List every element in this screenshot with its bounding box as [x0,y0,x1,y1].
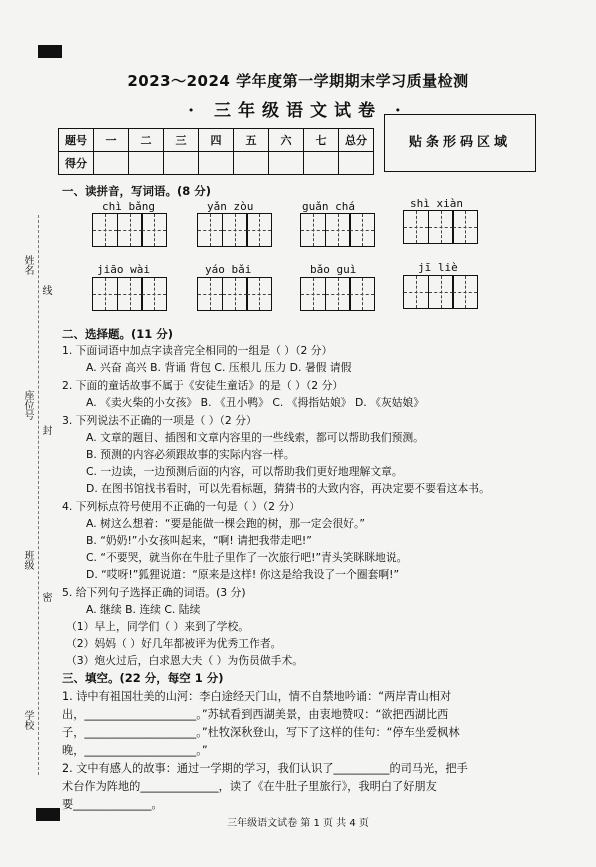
fill-in-line: 晚，____________________。” [62,744,208,757]
seal-mark: 密 [40,592,51,602]
character-grid[interactable] [300,213,374,247]
score-cell: 一 [94,129,129,152]
sub-question-line: （2）妈妈（ ）好几年都被评为优秀工作者。 [66,637,282,650]
seal-mark: 封 [40,425,51,435]
option-line: B. “奶奶!”小女孩叫起来，“啊! 请把我带走吧!” [86,534,312,547]
character-grid[interactable] [403,275,477,309]
option-line: B. 预测的内容必须跟故事的实际内容一样。 [86,448,295,461]
section-heading: 一、读拼音，写词语。(8 分) [62,184,212,198]
page-footer: 三年级语文试卷 第 1 页 共 4 页 [227,818,369,829]
score-input-cell[interactable] [199,152,234,175]
question-line: 4. 下列标点符号使用不正确的一句是（ ）（2 分） [62,500,301,513]
score-input-cell[interactable] [269,152,304,175]
pinyin-label: jiāo wài [97,263,150,276]
pinyin-label: chì bǎng [102,200,155,213]
score-cell: 总分 [339,129,374,152]
score-input-cell[interactable] [304,152,339,175]
registration-mark-top [38,45,62,58]
question-line: 5. 给下列句子选择正确的词语。(3 分) [62,586,246,599]
character-grid[interactable] [197,277,271,311]
character-grid[interactable] [92,277,166,311]
pinyin-label: yǎn zòu [207,200,254,213]
option-line: A. 兴奋 高兴 B. 背诵 背包 C. 压根儿 压力 D. 暑假 请假 [86,361,352,374]
exam-title: 2023～2024 学年度第一学期期末学习质量检测 [127,72,469,90]
section-heading: 三、填空。(22 分，每空 1 分) [62,671,224,685]
fill-in-line: 要______________。 [62,798,163,811]
pinyin-label: guǎn chá [302,200,355,213]
fill-in-line: 1. 诗中有祖国壮美的山河：李白途经天门山，情不自禁地吟诵：“两岸青山相对 [62,690,452,703]
sub-question-line: （3）炮火过后，白求恩大夫（ ）为伤员做手术。 [66,654,304,667]
barcode-area: 贴条形码区域 [384,114,536,172]
option-line: A. 文章的题目、插图和文章内容里的一些线索，都可以帮助我们预测。 [86,431,424,444]
binding-dashed-line [38,215,39,775]
score-cell: 二 [129,129,164,152]
option-line: C. 一边读，一边预测后面的内容，可以帮助我们更好地理解文章。 [86,465,403,478]
pinyin-label: bǎo guì [310,263,357,276]
score-input-cell[interactable] [339,152,374,175]
character-grid[interactable] [197,213,271,247]
fill-in-line: 术台作为阵地的______________，读了《在牛肚子里旅行》，我明白了好朋友 [62,780,437,793]
pinyin-label: shì xiàn [410,197,463,210]
score-input-cell[interactable] [164,152,199,175]
option-line: C. “不要哭，就当你在牛肚子里作了一次旅行吧!”青头笑眯眯地说。 [86,551,408,564]
character-grid[interactable] [300,277,374,311]
score-cell: 六 [269,129,304,152]
seat-number-label: 座位号 [22,390,33,420]
fill-in-line: 出，____________________。”苏轼看到西湖美景，由衷地赞叹：“欲把西湖比西 [62,708,449,721]
name-label: 姓名 [22,255,33,275]
score-cell: 三 [164,129,199,152]
question-line: 2. 下面的童话故事不属于《安徒生童话》的是（ ）（2 分） [62,379,344,392]
score-table [58,128,374,175]
option-line: D. “哎呀!”狐狸说道：“原来是这样! 你这是给我设了一个圈套啊!” [86,568,400,581]
question-line: 1. 下面词语中加点字读音完全相同的一组是（ ）（2 分） [62,344,333,357]
character-grid[interactable] [403,210,477,244]
score-input-cell[interactable] [129,152,164,175]
score-table-header-row [59,129,374,152]
section-heading: 二、选择题。(11 分) [62,327,174,341]
score-cell: 七 [304,129,339,152]
exam-subtitle: · 三年级语文试卷 · [188,101,408,121]
sub-question-line: （1）早上，同学们（ ）来到了学校。 [66,620,250,633]
option-line: A. 继续 B. 连续 C. 陆续 [86,603,201,616]
score-cell: 得分 [59,152,94,175]
pinyin-label: jī liè [418,261,458,274]
option-line: A. 树这么想着：“要是能做一棵会跑的树，那一定会很好。” [86,517,365,530]
question-line: 3. 下列说法不正确的一项是（ ）（2 分） [62,414,257,427]
score-table-score-row [59,152,374,175]
pinyin-label: yáo bǎi [205,263,252,276]
score-input-cell[interactable] [234,152,269,175]
score-cell: 四 [199,129,234,152]
score-cell: 五 [234,129,269,152]
score-cell: 题号 [59,129,94,152]
option-line: D. 在图书馆找书看时，可以先看标题，猜猜书的大致内容，再决定要不要看这本书。 [86,482,490,495]
class-label: 班级 [22,550,33,570]
character-grid[interactable] [92,213,166,247]
fill-in-line: 子，____________________。”杜牧深秋登山，写下了这样的佳句：“停车坐爱枫林 [62,726,460,739]
fill-in-line: 2. 文中有感人的故事：通过一学期的学习，我们认识了__________的司马光，把手 [62,762,468,775]
line-mark: 线 [40,285,51,295]
option-line: A. 《卖火柴的小女孩》 B. 《丑小鸭》 C. 《拇指姑娘》 D. 《灰姑娘》 [86,396,425,409]
score-input-cell[interactable] [94,152,129,175]
school-label: 学校 [22,710,33,730]
